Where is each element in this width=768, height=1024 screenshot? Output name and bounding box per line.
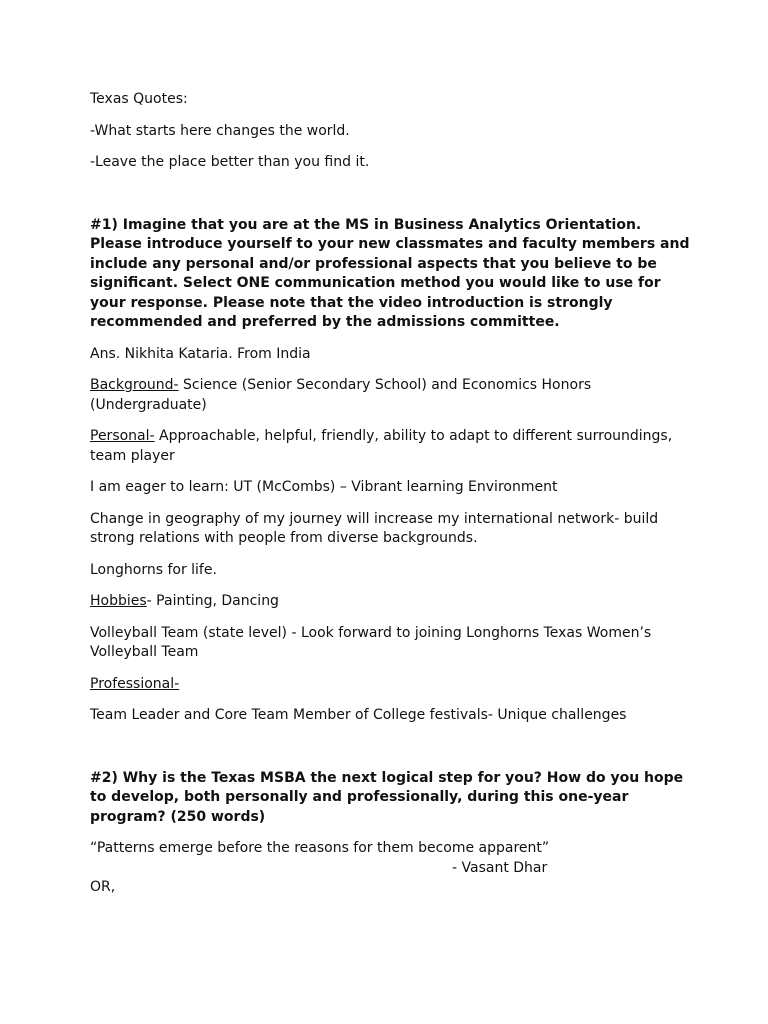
question-1: #1) Imagine that you are at the MS in Business Analytics Orientation. Please introduce yourself to your new classmates and faculty members and include any personal and/or professional aspects that you believe to be significant. Select ONE communication method you would like to use for your response. Please note that the video introduction is strongly recommended and preferred by the admissions committee. xyxy=(90,216,690,330)
hobbies-text: - Painting, Dancing xyxy=(146,593,279,609)
dhar-quote: “Patterns emerge before the reasons for them become apparent” xyxy=(90,840,550,856)
volleyball-paragraph: Volleyball Team (state level) - Look forward to joining Longhorns Texas Women’s Volleyball Team xyxy=(90,624,652,660)
question-2: #2) Why is the Texas MSBA the next logical step for you? How do you hope to develop, both personally and professionally, during this one-year program? (250 words) xyxy=(90,769,684,825)
background-label: Background- xyxy=(90,377,179,393)
background-paragraph xyxy=(90,376,690,415)
team-leader-paragraph: Team Leader and Core Team Member of College festivals- Unique challenges xyxy=(90,707,627,723)
quote-2: -Leave the place better than you find it. xyxy=(90,154,370,170)
texas-quotes-heading: Texas Quotes: xyxy=(90,91,188,107)
quote-author: - Vasant Dhar xyxy=(452,859,548,876)
hobbies-label: Hobbies xyxy=(90,593,147,609)
geography-paragraph: Change in geography of my journey will increase my international network- build strong relations with people from diverse backgrounds. xyxy=(90,510,659,546)
answer-intro: Ans. Nikhita Kataria. From India xyxy=(90,345,311,362)
personal-paragraph xyxy=(90,427,690,466)
or-text: OR, xyxy=(90,879,116,895)
personal-text: Approachable, helpful, friendly, ability to adapt to different surroundings, team player xyxy=(90,428,673,464)
personal-label: Personal- xyxy=(90,428,155,444)
professional-label: Professional- xyxy=(90,675,180,692)
hobbies-paragraph xyxy=(90,592,690,612)
background-text: Science (Senior Secondary School) and Economics Honors (Undergraduate) xyxy=(90,377,592,413)
document-page xyxy=(90,90,690,898)
eager-paragraph: I am eager to learn: UT (McCombs) – Vibrant learning Environment xyxy=(90,479,558,495)
professional-paragraph xyxy=(90,675,690,695)
quote-1: -What starts here changes the world. xyxy=(90,122,350,139)
longhorns-paragraph: Longhorns for life. xyxy=(90,561,217,578)
